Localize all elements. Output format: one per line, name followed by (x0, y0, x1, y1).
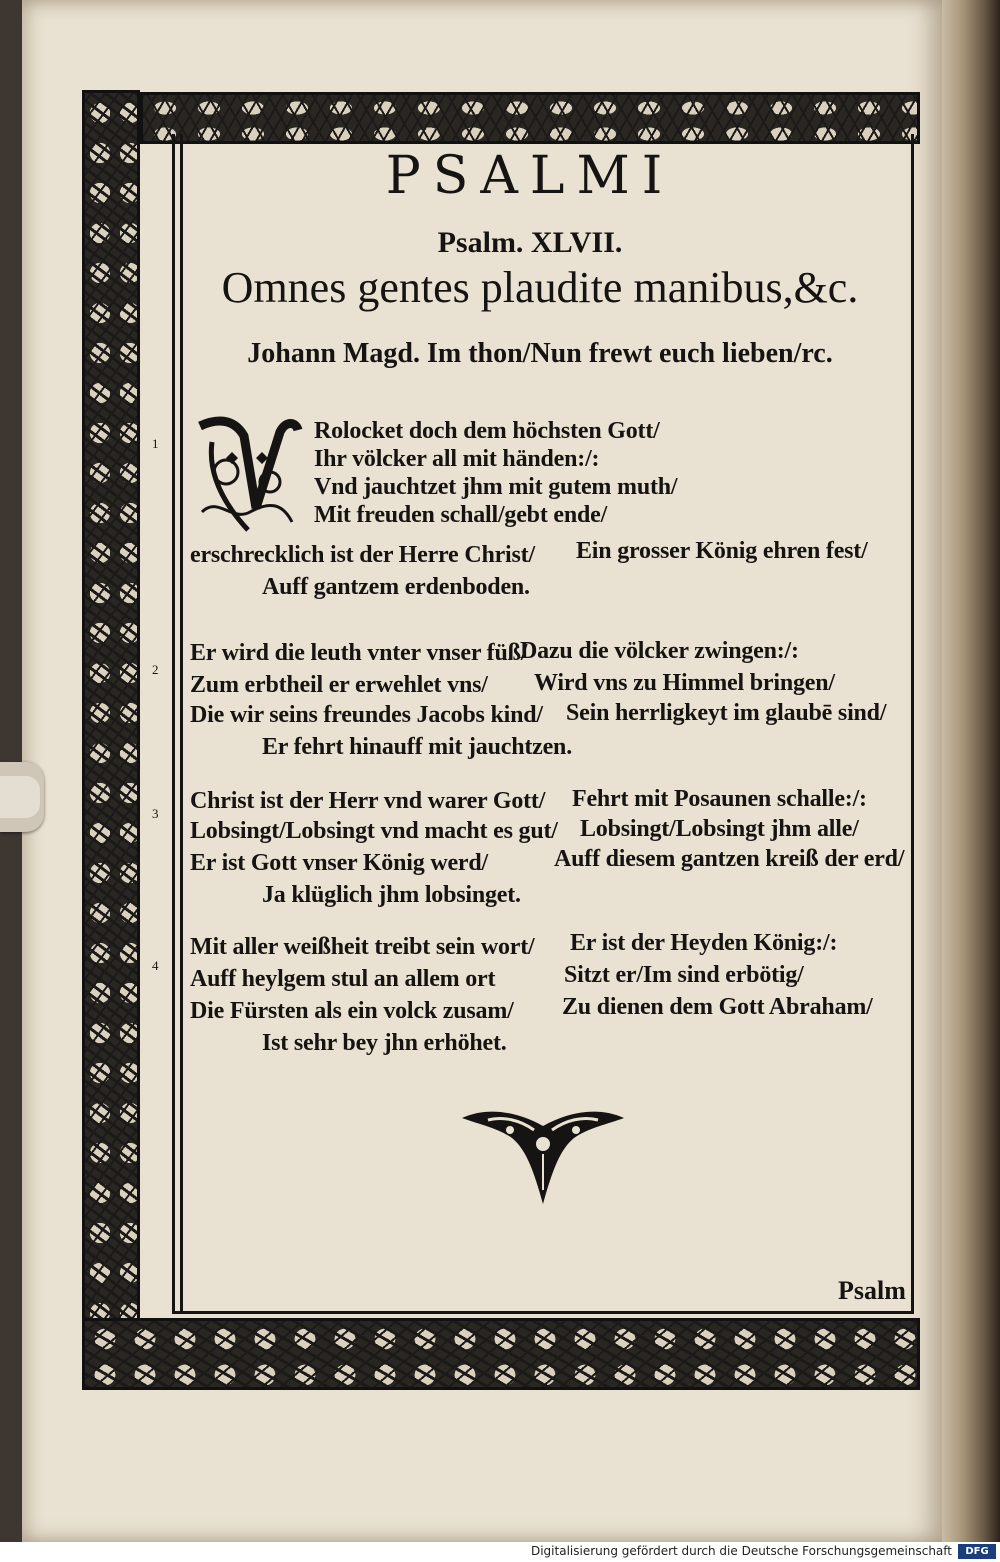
verse-2-line-7: Er fehrt hinauff mit jauchtzen. (262, 734, 572, 760)
fleuron-ornament-icon (458, 1104, 628, 1208)
catchword: Psalm (838, 1276, 906, 1305)
decorated-initial-icon (192, 412, 304, 540)
verse-number-1: 1 (152, 436, 159, 451)
verse-3-line-3: Lobsingt/Lobsingt vnd macht es gut/ (190, 818, 558, 844)
verse-3-line-5: Er ist Gott vnser König werd/ (190, 850, 488, 876)
verse-2-line-2: Dazu die völcker zwingen:/: (520, 638, 799, 664)
woodcut-border-bottom (82, 1318, 920, 1390)
page-title: PSALMI (385, 146, 675, 206)
verse-1-line-6: Ein grosser König ehren fest/ (576, 538, 868, 564)
verse-2-line-6: Sein herrligkeyt im glaubē sind/ (566, 700, 887, 726)
verse-4-line-2: Er ist der Heyden König:/: (570, 930, 838, 956)
verse-3-line-4: Lobsingt/Lobsingt jhm alle/ (580, 816, 859, 842)
verse-2-line-1: Er wird die leuth vnter vnser füß/ (190, 640, 528, 666)
verse-1-line-2: Ihr völcker all mit händen:/: (314, 446, 600, 472)
latin-title: Omnes gentes plaudite manibus,&c. (221, 263, 859, 312)
verse-2-line-3: Zum erbtheil er erwehlet vns/ (190, 672, 488, 698)
book-spine (942, 0, 1000, 1542)
verse-number-3: 3 (152, 806, 159, 821)
verse-3-line-6: Auff diesem gantzen kreiß der erd/ (554, 846, 905, 872)
footer-bar (0, 1542, 1000, 1562)
verse-number-4: 4 (152, 958, 159, 973)
verse-number-2: 2 (152, 662, 159, 677)
verse-4-line-3: Auff heylgem stul an allem ort (190, 966, 496, 992)
verse-1-line-4: Mit freuden schall/gebt ende/ (314, 502, 608, 528)
verse-2-line-5: Die wir seins freundes Jacobs kind/ (190, 702, 543, 728)
verse-4-line-1: Mit aller weißheit treibt sein wort/ (190, 934, 535, 960)
dfg-logo: DFG (958, 1544, 996, 1559)
verse-4-line-4: Sitzt er/Im sind erbötig/ (564, 962, 804, 988)
verse-2-line-4: Wird vns zu Himmel bringen/ (534, 670, 835, 696)
bookmark-tab (0, 762, 44, 832)
verse-3-line-1: Christ ist der Herr vnd warer Gott/ (190, 788, 546, 814)
verse-1-line-5: erschrecklich ist der Herre Christ/ (190, 542, 535, 568)
verse-3-line-7: Ja klüglich jhm lobsinget. (262, 882, 521, 908)
author-line: Johann Magd. Im thon/Nun frewt euch lieben/rc. (247, 338, 833, 369)
verse-3-line-2: Fehrt mit Posaunen schalle:/: (572, 786, 867, 812)
verse-4-line-7: Ist sehr bey jhn erhöhet. (262, 1030, 507, 1056)
verse-1-line-1: Rolocket doch dem höchsten Gott/ (314, 418, 660, 444)
verse-1-line-3: Vnd jauchtzet jhm mit gutem muth/ (314, 474, 678, 500)
woodcut-border-left (82, 90, 140, 1390)
funding-credit: Digitalisierung gefördert durch die Deutsche Forschungsgemeinschaft (530, 1544, 952, 1558)
verse-4-line-6: Zu dienen dem Gott Abraham/ (562, 994, 873, 1020)
verse-4-line-5: Die Fürsten als ein volck zusam/ (190, 998, 514, 1024)
psalm-number: Psalm. XLVII. (437, 226, 623, 259)
verse-1-line-7: Auff gantzem erdenboden. (262, 574, 530, 600)
